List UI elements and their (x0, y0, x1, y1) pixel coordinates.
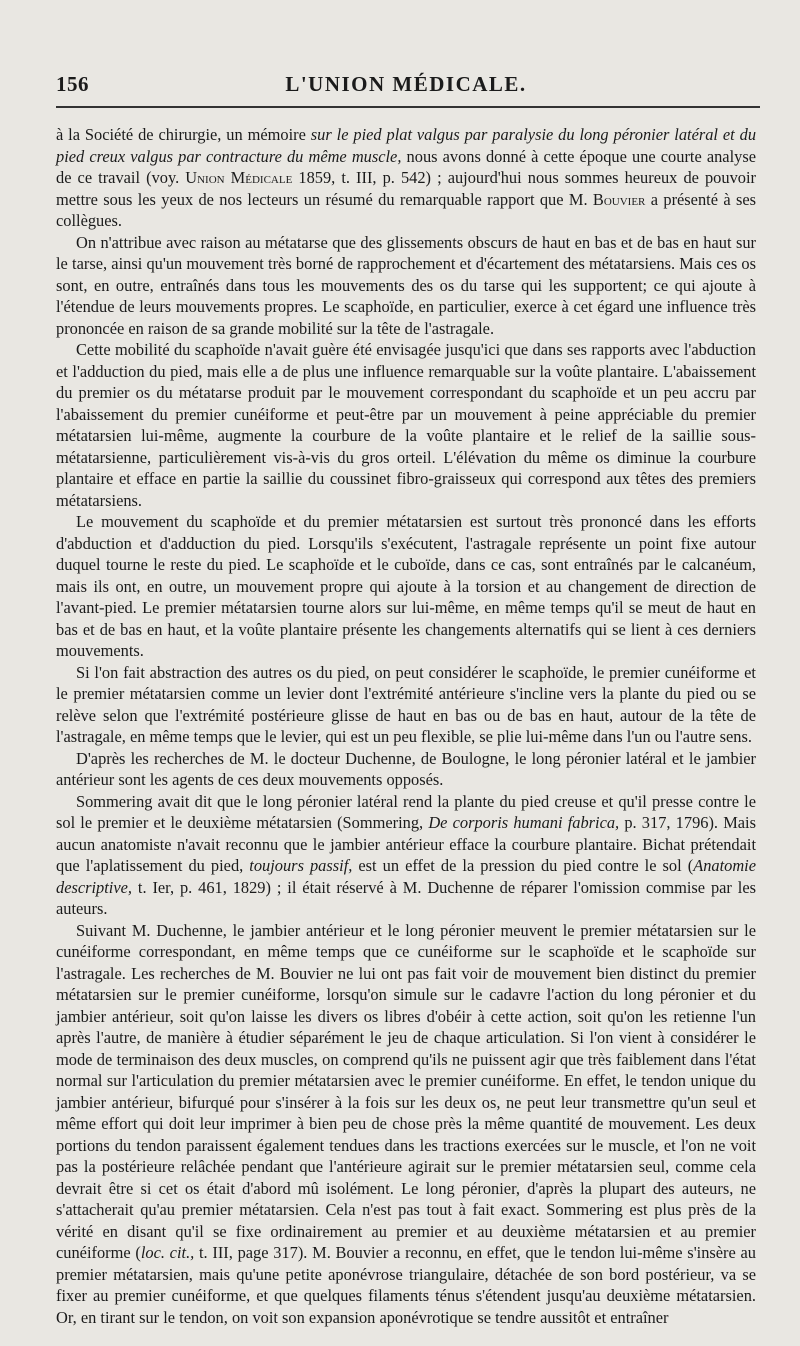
paragraph-text: On n'attribue avec raison au métatarse que des glissements obscurs de haut en bas et de bas en haut sur le tarse, ainsi qu'un mouvement très borné de rapprochement et d'écartement des métatarsiens. Mais ces os sont, en outre, entraînés dans tous les mouvements des os du tarse qui les supportent; ce qui ajoute à l'étendue de leurs mouvements propres. Le scaphoïde, en particulier, exerce à cet égard une influence très prononcée en raison de sa grande mobilité sur la tête de l'astragale. (56, 232, 756, 338)
paragraph (56, 124, 756, 232)
small-caps-text: Union Médicale (185, 168, 293, 187)
paragraph (56, 748, 756, 791)
paragraph-text: 1859, t. III, p. 542) ; aujourd'hui nous sommes heureux de pouvoir mettre sous les yeux de nos lecteurs un résumé du remarquable rapport que M. (56, 168, 756, 209)
header-rule (56, 106, 760, 108)
paragraph-text: D'après les recherches de M. le docteur Duchenne, de Boulogne, le long péronier latéral et le jambier antérieur sont les agents de ces deux mouvements opposés. (56, 748, 756, 789)
page-number: 156 (56, 72, 89, 96)
paragraph-text: t. Ier, p. 461, 1829) ; il était réservé à M. Duchenne de réparer l'omission commise par les auteurs. (56, 877, 756, 918)
paragraph (56, 339, 756, 511)
paragraph-text: p. 317, 1796). Mais aucun anatomiste n'avait reconnu que le jambier antérieur efface la courbure plantaire. Bichat prétendait que l'aplatissement du pied, (56, 813, 756, 875)
paragraph-text: Si l'on fait abstraction des autres os du pied, on peut considérer le scaphoïde, le premier cunéiforme et le premier métatarsien comme un levier dont l'extrémité antérieure s'incline vers la plante du pied ou se relève selon que l'extrémité postérieure glisse de haut en bas ou de bas en haut, autour de la tête de l'astragale, en même temps que le levier, qui est un peu flexible, se plie lui-même dans l'un ou l'autre sens. (56, 662, 756, 746)
paragraph-text: à la Société de chirurgie, un mémoire (56, 125, 311, 144)
page-header (56, 70, 756, 100)
italic-text: toujours passif, (249, 856, 353, 875)
paragraph-text: Cette mobilité du scaphoïde n'avait guère été envisagée jusqu'ici que dans ses rapports avec l'abduction et l'adduction du pied, mais elle a de plus une influence remarquable sur la voûte plantaire. L'abaissement du premier os du métatarse produit par le mouvement correspondant du scaphoïde et un peu accru par l'abaissement du premier cunéiforme et peut-être par un mouvement à peine appréciable du premier métatarsien lui-même, augmente la courbure de la voûte plantaire et le relief de la saillie sous-métatarsienne, particulièrement vis-à-vis du gros orteil. L'élévation du même os diminue la courbure plantaire et efface en partie la saillie du coussinet fibro-graisseux qui correspond aux têtes des premiers métatarsiens. (56, 340, 756, 510)
paragraph (56, 662, 756, 748)
italic-text: loc. cit., (140, 1243, 195, 1262)
running-title: L'UNION MÉDICALE. (285, 72, 527, 96)
paragraph-text: Le mouvement du scaphoïde et du premier métatarsien est surtout très prononcé dans les efforts d'abduction et d'adduction du pied. Lorsqu'ils s'exécutent, l'astragale représente un point fixe autour duquel tourne le reste du pied. Le scaphoïde et le cuboïde, dans ce cas, sont entraînés par le calcanéum, mais ils ont, en outre, un mouvement propre qui ajoute à la torsion et au changement de direction de l'avant-pied. Le premier métatarsien tourne alors sur lui-même, en même temps qu'il se meut de haut en bas et de bas en haut, et la voûte plantaire présente les changements alternatifs qui se lient à ces derniers mouvements. (56, 512, 756, 660)
article-body (56, 124, 756, 1328)
paragraph-text: est un effet de la pression du pied contre le sol ( (352, 856, 694, 875)
paragraph (56, 511, 756, 662)
paragraph-text: nous avons donné à cette époque une courte analyse de ce travail (voy. (56, 146, 756, 187)
paragraph-text: a présenté à ses collègues. (56, 189, 756, 230)
paragraph-text: Sommering avait dit que le long péronier latéral rend la plante du pied creuse et qu'il presse contre le sol le premier et le deuxième métatarsien (Sommering, (56, 791, 756, 832)
paragraph-text: t. III, page 317). M. Bouvier a reconnu, en effet, que le tendon lui-même s'insère au premier métatarsien, mais qu'une petite aponévrose triangulaire, détachée de son bord postérieur, va se fixer au premier cunéiforme, et que quelques filaments ténus s'étendent jusqu'au deuxième métatarsien. Or, en tirant sur le tendon, on voit son expansion aponévrotique se tendre aussitôt et entraîner (56, 1243, 756, 1327)
italic-text: sur le pied plat valgus par paralysie du long péronier latéral et du pied creux valgus par contracture du même muscle, (56, 125, 757, 166)
paragraph (56, 232, 756, 340)
small-caps-text: Bouvier (592, 189, 646, 209)
paragraph-text: Suivant M. Duchenne, le jambier antérieur et le long péronier meuvent le premier métatarsien sur le cunéiforme correspondant, en même temps que ce cunéiforme sur le scaphoïde et le scaphoïde sur l'astragale. Les recherches de M. Bouvier ne lui ont pas fait voir de mouvement bien distinct du premier métatarsien sur le premier cunéiforme, lorsqu'on simule sur le cadavre l'action du long péronier et du jambier antérieur, soit qu'on laisse les divers os libres d'obéir à cette action, soit qu'on les retienne l'un après l'autre, de manière à étudier séparément le jeu de chaque articulation. Si l'on vient à considérer le mode de terminaison des deux muscles, on comprend qu'ils ne puissent agir que très faiblement dans l'état normal sur l'articulation du premier métatarsien avec le premier cunéiforme. En effet, le tendon unique du jambier antérieur, bifurqué pour s'insérer à la fois sur les deux os, ne peut leur transmettre qu'un seul et même effort qui doit leur imprimer à bien peu de chose près la même quantité de mouvement. Les deux portions du tendon paraissent également tendues dans les tractions exercées sur le muscle, et l'on ne voit pas la postérieure relâchée pendant que l'antérieure agirait sur le premier métatarsien seul, comme cela devrait être si cet os était d'abord mû isolément. Le long péronier, d'après la plupart des auteurs, ne s'attacherait qu'au premier métatarsien. Cela n'est pas tout à fait exact. Sommering est plus près de la vérité en disant qu'il se fixe ordinairement au premier et au deuxième métatarsien et au premier cunéiforme ( (56, 920, 756, 1262)
italic-text: De corporis humani fabrica, (428, 813, 620, 832)
italic-text: Anatomie descriptive, (56, 856, 757, 897)
paragraph (56, 920, 756, 1329)
paragraph (56, 791, 756, 920)
